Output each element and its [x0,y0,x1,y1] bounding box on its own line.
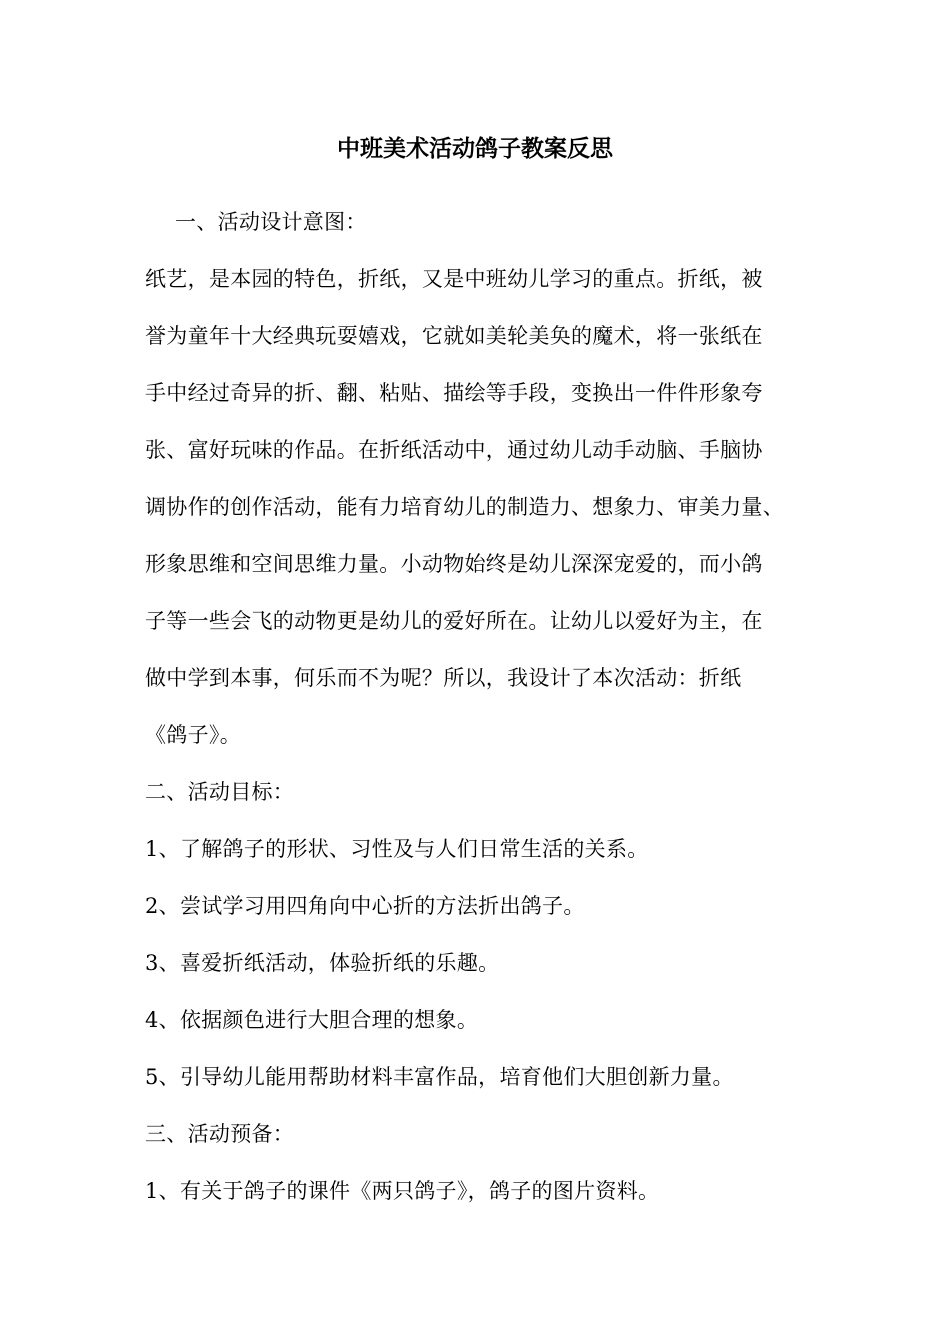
list-item: 1、有关于鸽子的课件《两只鸽子》，鸽子的图片资料。 [145,1179,660,1203]
list-item: 5、引导幼儿能用帮助材料丰富作品，培育他们大胆创新力量。 [145,1065,734,1089]
paragraph-line: 《鸽子》。 [145,723,241,747]
paragraph-line: 子等一些会飞的动物更是幼儿的爱好所在。让幼儿以爱好为主，在 [145,609,763,633]
paragraph-line: 调协作的创作活动，能有力培育幼儿的制造力、想象力、审美力量、 [145,495,784,519]
section-heading-goals: 二、活动目标： [145,780,295,804]
paragraph-line: 形象思维和空间思维力量。小动物始终是幼儿深深宠爱的，而小鸽 [145,552,763,576]
section-heading-preparation: 三、活动预备： [145,1122,295,1146]
list-item: 3、喜爱折纸活动，体验折纸的乐趣。 [145,951,500,975]
list-item: 4、依据颜色进行大胆合理的想象。 [145,1008,479,1032]
section-heading-design-intent: 一、活动设计意图： [175,210,367,234]
paragraph-line: 誉为童年十大经典玩耍嬉戏，它就如美轮美奂的魔术，将一张纸在 [145,324,763,348]
paragraph-line: 张、富好玩味的作品。在折纸活动中，通过幼儿动手动脑、手脑协 [145,438,763,462]
list-item: 1、了解鸽子的形状、习性及与人们日常生活的关系。 [145,837,649,861]
paragraph-line: 纸艺，是本园的特色，折纸，又是中班幼儿学习的重点。折纸，被 [145,267,763,291]
document-title: 中班美术活动鸽子教案反思 [337,135,613,162]
paragraph-line: 做中学到本事，何乐而不为呢？所以，我设计了本次活动：折纸 [145,666,742,690]
list-item: 2、尝试学习用四角向中心折的方法折出鸽子。 [145,894,585,918]
paragraph-line: 手中经过奇异的折、翻、粘贴、描绘等手段，变换出一件件形象夸 [145,381,763,405]
